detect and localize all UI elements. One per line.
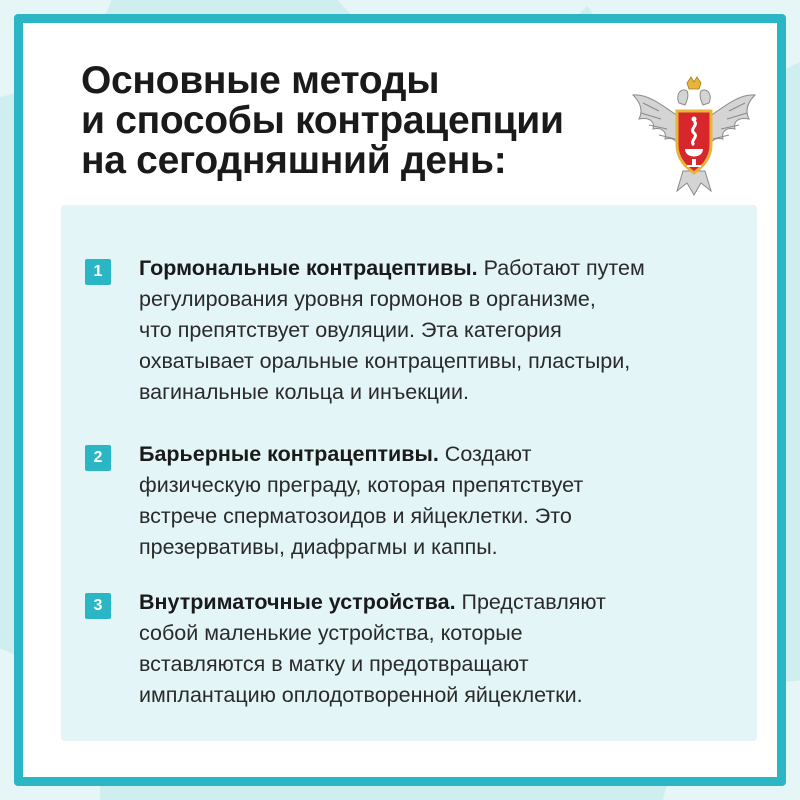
item-title: Гормональные контрацептивы. bbox=[139, 256, 478, 280]
item-text-line: презервативы, диафрагмы и каппы. bbox=[139, 535, 498, 559]
ministry-of-health-coat-of-arms-icon bbox=[619, 73, 769, 203]
card-frame bbox=[14, 14, 786, 786]
item-text-line: охватывает оральные контрацептивы, пластыри, bbox=[139, 349, 631, 373]
item-text-line: что препятствует овуляции. Эта категория bbox=[139, 318, 562, 342]
item-text-line: имплантацию оплодотворенной яйцеклетки. bbox=[139, 683, 583, 707]
methods-panel bbox=[61, 205, 757, 741]
item-text-line: вставляются в матку и предотвращают bbox=[139, 652, 529, 676]
item-text bbox=[139, 439, 749, 563]
item-text-line: вагинальные кольца и инъекции. bbox=[139, 380, 469, 404]
item-number-badge: 3 bbox=[85, 593, 111, 619]
title-line: Основные методы bbox=[81, 59, 440, 102]
title-line: и способы контрацепции bbox=[81, 99, 564, 142]
page-title bbox=[81, 61, 621, 181]
item-number-badge: 2 bbox=[85, 445, 111, 471]
item-text-line: встрече сперматозоидов и яйцеклетки. Это bbox=[139, 504, 572, 528]
item-text-line: Создают bbox=[438, 442, 532, 466]
title-line: на сегодняшний день: bbox=[81, 139, 507, 182]
item-text-line: собой маленькие устройства, которые bbox=[139, 621, 523, 645]
item-title: Барьерные контрацептивы. bbox=[139, 442, 439, 466]
item-text bbox=[139, 253, 749, 408]
item-text-line: Представляют bbox=[455, 590, 606, 614]
item-text-line: физическую преграду, которая препятствует bbox=[139, 473, 584, 497]
item-text-line: регулирования уровня гормонов в организме, bbox=[139, 287, 596, 311]
item-text-line: Работают путем bbox=[477, 256, 645, 280]
item-text bbox=[139, 587, 749, 711]
item-number-badge: 1 bbox=[85, 259, 111, 285]
item-title: Внутриматочные устройства. bbox=[139, 590, 456, 614]
